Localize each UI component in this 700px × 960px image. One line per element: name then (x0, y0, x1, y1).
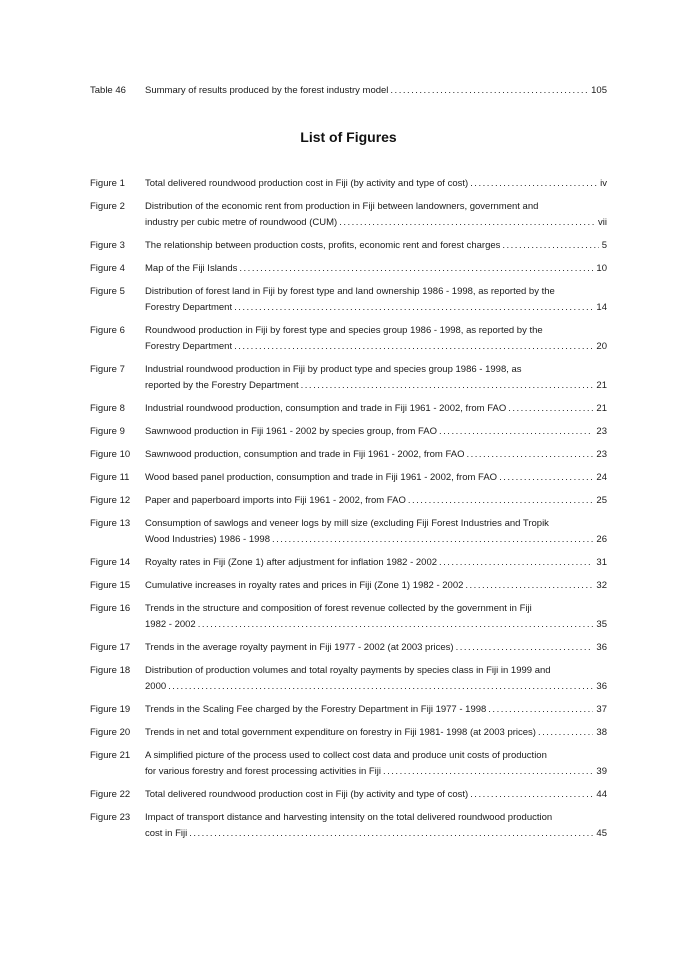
toc-entry-body (145, 284, 607, 316)
dot-leader (454, 640, 594, 656)
toc-entry-text: Trends in the Scaling Fee charged by the Forestry Department in Fiji 1977 - 1998 (145, 704, 487, 715)
toc-entry (90, 424, 607, 440)
toc-entry-body (145, 787, 607, 803)
dot-leader (437, 424, 593, 440)
toc-entry-text: Industrial roundwood production in Fiji by product type and species group 1986 - 1998, as (145, 364, 522, 375)
dot-leader (468, 176, 597, 192)
toc-entry-body (145, 725, 607, 741)
toc-entry (90, 284, 607, 316)
toc-entry-label: Figure 20 (90, 727, 131, 738)
toc-entry-line (145, 238, 607, 254)
page-number: 32 (596, 580, 607, 591)
toc-entry-text: Forestry Department (145, 341, 233, 352)
toc-entry-line (145, 470, 607, 486)
page-number: 14 (596, 302, 607, 313)
dot-leader (506, 401, 593, 417)
page-number: 38 (596, 727, 607, 738)
toc-entry (90, 83, 607, 99)
toc-entry-line (145, 447, 607, 463)
toc-entry-body (145, 748, 607, 780)
toc-entry-label: Figure 14 (90, 557, 131, 568)
toc-entry-body (145, 470, 607, 486)
toc-entry-body (145, 810, 607, 842)
toc-entry-line (145, 323, 607, 339)
toc-entry-line (145, 826, 607, 842)
toc-entry (90, 261, 607, 277)
dot-leader (388, 83, 588, 99)
toc-entry-text: Total delivered roundwood production cost in Fiji (by activity and type of cost) (145, 178, 469, 189)
toc-entry (90, 787, 607, 803)
dot-leader (464, 447, 593, 463)
toc-entry-text: 1982 - 2002 (145, 619, 196, 630)
toc-entry (90, 702, 607, 718)
toc-entry (90, 748, 607, 780)
toc-entry-text: cost in Fiji (145, 828, 188, 839)
toc-entry-text: Total delivered roundwood production cost in Fiji (by activity and type of cost) (145, 789, 469, 800)
dot-leader (437, 555, 593, 571)
page-number: 23 (596, 426, 607, 437)
toc-entry-label: Table 46 (90, 85, 126, 96)
toc-entry-label: Figure 21 (90, 750, 131, 761)
toc-entry-text: Forestry Department (145, 302, 233, 313)
page-number: 31 (596, 557, 607, 568)
toc-entry-body (145, 199, 607, 231)
toc-entry-text: Distribution of forest land in Fiji by forest type and land ownership 1986 - 1998, as reported by the (145, 286, 555, 297)
toc-entry-body (145, 238, 607, 254)
toc-entry-label: Figure 23 (90, 812, 131, 823)
toc-entry-line (145, 339, 607, 355)
toc-entry-line (145, 362, 607, 378)
page-content (90, 83, 607, 842)
dot-leader (486, 702, 593, 718)
toc-entry-label: Figure 4 (90, 263, 125, 274)
toc-entry (90, 578, 607, 594)
dot-leader (381, 764, 593, 780)
page-number: 24 (596, 472, 607, 483)
toc-entry-line (145, 532, 607, 548)
toc-entry (90, 810, 607, 842)
toc-entry-body (145, 516, 607, 548)
page-number: 10 (596, 263, 607, 274)
page-number: 5 (601, 240, 607, 251)
toc-entry-line (145, 578, 607, 594)
toc-entry-line (145, 261, 607, 277)
toc-entry-body (145, 640, 607, 656)
page-number: 45 (596, 828, 607, 839)
toc-entry-line (145, 663, 607, 679)
toc-entry-body (145, 323, 607, 355)
toc-entry-label: Figure 22 (90, 789, 131, 800)
toc-entry-line (145, 424, 607, 440)
toc-entry-label: Figure 7 (90, 364, 125, 375)
page-number: 37 (596, 704, 607, 715)
toc-entry (90, 601, 607, 633)
toc-entry-body (145, 555, 607, 571)
toc-entry-line (145, 284, 607, 300)
toc-entry-text: Impact of transport distance and harvesting intensity on the total delivered roundwood production (145, 812, 553, 823)
toc-entry (90, 663, 607, 695)
toc-entry-line (145, 493, 607, 509)
dot-leader (270, 532, 593, 548)
page-number: 25 (596, 495, 607, 506)
toc-entry-text: Distribution of the economic rent from production in Fiji between landowners, government and (145, 201, 539, 212)
toc-entry-line (145, 215, 607, 231)
toc-entry (90, 238, 607, 254)
toc-entry (90, 401, 607, 417)
toc-entry-text: The relationship between production costs, profits, economic rent and forest charges (145, 240, 501, 251)
toc-entry-line (145, 199, 607, 215)
toc-entry-text: 2000 (145, 681, 167, 692)
toc-entry (90, 470, 607, 486)
toc-entry-label: Figure 10 (90, 449, 131, 460)
toc-entry-body (145, 83, 607, 99)
toc-entry-text: Roundwood production in Fiji by forest type and species group 1986 - 1998, as reported by the (145, 325, 543, 336)
toc-entry (90, 323, 607, 355)
dot-leader (337, 215, 595, 231)
dot-leader (237, 261, 593, 277)
list-of-tables-tail (90, 83, 607, 99)
toc-entry-text: Consumption of sawlogs and veneer logs by mill size (excluding Fiji Forest Industries and Tropik (145, 518, 549, 529)
toc-entry-body (145, 362, 607, 394)
toc-entry-label: Figure 3 (90, 240, 125, 251)
toc-entry-line (145, 555, 607, 571)
toc-entry-label: Figure 18 (90, 665, 131, 676)
page-number: 23 (596, 449, 607, 460)
toc-entry-label: Figure 13 (90, 518, 131, 529)
toc-entry-text: Cumulative increases in royalty rates and prices in Fiji (Zone 1) 1982 - 2002 (145, 580, 464, 591)
page-number: 20 (596, 341, 607, 352)
toc-entry-body (145, 401, 607, 417)
page-number: 21 (596, 380, 607, 391)
toc-entry-label: Figure 11 (90, 472, 130, 483)
toc-entry-body (145, 447, 607, 463)
toc-entry-line (145, 516, 607, 532)
toc-entry (90, 640, 607, 656)
toc-entry-text: Trends in net and total government expenditure on forestry in Fiji 1981- 1998 (at 2003 prices) (145, 727, 536, 738)
toc-entry-label: Figure 19 (90, 704, 131, 715)
toc-entry-body (145, 493, 607, 509)
toc-entry-line (145, 764, 607, 780)
toc-entry-body (145, 261, 607, 277)
dot-leader (187, 826, 593, 842)
toc-entry-label: Figure 16 (90, 603, 131, 614)
toc-entry-line (145, 810, 607, 826)
toc-entry-body (145, 424, 607, 440)
toc-entry-text: A simplified picture of the process used to collect cost data and produce unit costs of production (145, 750, 547, 761)
dot-leader (536, 725, 593, 741)
toc-entry (90, 516, 607, 548)
dot-leader (232, 300, 593, 316)
toc-entry (90, 447, 607, 463)
dot-leader (500, 238, 598, 254)
dot-leader (166, 679, 593, 695)
toc-entry-line (145, 176, 607, 192)
toc-entry-label: Figure 6 (90, 325, 125, 336)
toc-entry (90, 555, 607, 571)
toc-entry-text: Wood Industries) 1986 - 1998 (145, 534, 270, 545)
page-number: iv (600, 178, 607, 189)
dot-leader (232, 339, 593, 355)
page-number: 26 (596, 534, 607, 545)
toc-entry-text: industry per cubic metre of roundwood (CUM) (145, 217, 338, 228)
toc-entry-body (145, 702, 607, 718)
page-number: 44 (596, 789, 607, 800)
page-title: List of Figures (300, 129, 397, 145)
toc-entry-text: Sawnwood production in Fiji 1961 - 2002 by species group, from FAO (145, 426, 438, 437)
toc-entry-text: for various forestry and forest processing activities in Fiji (145, 766, 382, 777)
dot-leader (406, 493, 594, 509)
toc-entry (90, 725, 607, 741)
toc-entry-line (145, 617, 607, 633)
toc-entry-line (145, 601, 607, 617)
toc-entry-body (145, 663, 607, 695)
toc-entry-text: Trends in the average royalty payment in Fiji 1977 - 2002 (at 2003 prices) (145, 642, 454, 653)
toc-entry-body (145, 176, 607, 192)
toc-entry-text: Summary of results produced by the forest industry model (145, 85, 389, 96)
toc-entry-label: Figure 1 (90, 178, 125, 189)
toc-entry-text: Distribution of production volumes and total royalty payments by species class in Fiji in 1999 and (145, 665, 551, 676)
dot-leader (196, 617, 594, 633)
toc-entry-line (145, 378, 607, 394)
dot-leader (497, 470, 593, 486)
toc-entry-line (145, 401, 607, 417)
toc-entry-label: Figure 15 (90, 580, 131, 591)
page-number: 36 (596, 681, 607, 692)
toc-entry-line (145, 725, 607, 741)
toc-entry-text: Industrial roundwood production, consumption and trade in Fiji 1961 - 2002, from FAO (145, 403, 507, 414)
toc-entry-line (145, 748, 607, 764)
page-number: 39 (596, 766, 607, 777)
page-number: 36 (596, 642, 607, 653)
toc-entry-text: Sawnwood production, consumption and trade in Fiji 1961 - 2002, from FAO (145, 449, 465, 460)
page-number: 105 (591, 85, 607, 96)
toc-entry-body (145, 578, 607, 594)
toc-entry-line (145, 300, 607, 316)
toc-entry-label: Figure 5 (90, 286, 125, 297)
dot-leader (468, 787, 593, 803)
list-of-figures (90, 176, 607, 842)
toc-entry-text: Wood based panel production, consumption and trade in Fiji 1961 - 2002, from FAO (145, 472, 498, 483)
dot-leader (299, 378, 594, 394)
toc-entry-text: reported by the Forestry Department (145, 380, 299, 391)
page-number: vii (598, 217, 607, 228)
toc-entry-text: Trends in the structure and composition of forest revenue collected by the government in Fiji (145, 603, 532, 614)
toc-entry-label: Figure 17 (90, 642, 131, 653)
toc-entry-line (145, 640, 607, 656)
toc-entry-text: Map of the Fiji Islands (145, 263, 238, 274)
toc-entry-label: Figure 12 (90, 495, 131, 506)
toc-entry (90, 362, 607, 394)
dot-leader (463, 578, 593, 594)
toc-entry-line (145, 702, 607, 718)
toc-entry-line (145, 787, 607, 803)
toc-entry-label: Figure 8 (90, 403, 125, 414)
toc-entry (90, 176, 607, 192)
toc-entry-label: Figure 2 (90, 201, 125, 212)
toc-entry-text: Paper and paperboard imports into Fiji 1961 - 2002, from FAO (145, 495, 406, 506)
toc-entry-line (145, 83, 607, 99)
toc-entry-label: Figure 9 (90, 426, 125, 437)
toc-entry-text: Royalty rates in Fiji (Zone 1) after adjustment for inflation 1982 - 2002 (145, 557, 438, 568)
toc-entry-line (145, 679, 607, 695)
page-number: 35 (596, 619, 607, 630)
toc-entry (90, 199, 607, 231)
page-number: 21 (596, 403, 607, 414)
toc-entry (90, 493, 607, 509)
toc-entry-body (145, 601, 607, 633)
